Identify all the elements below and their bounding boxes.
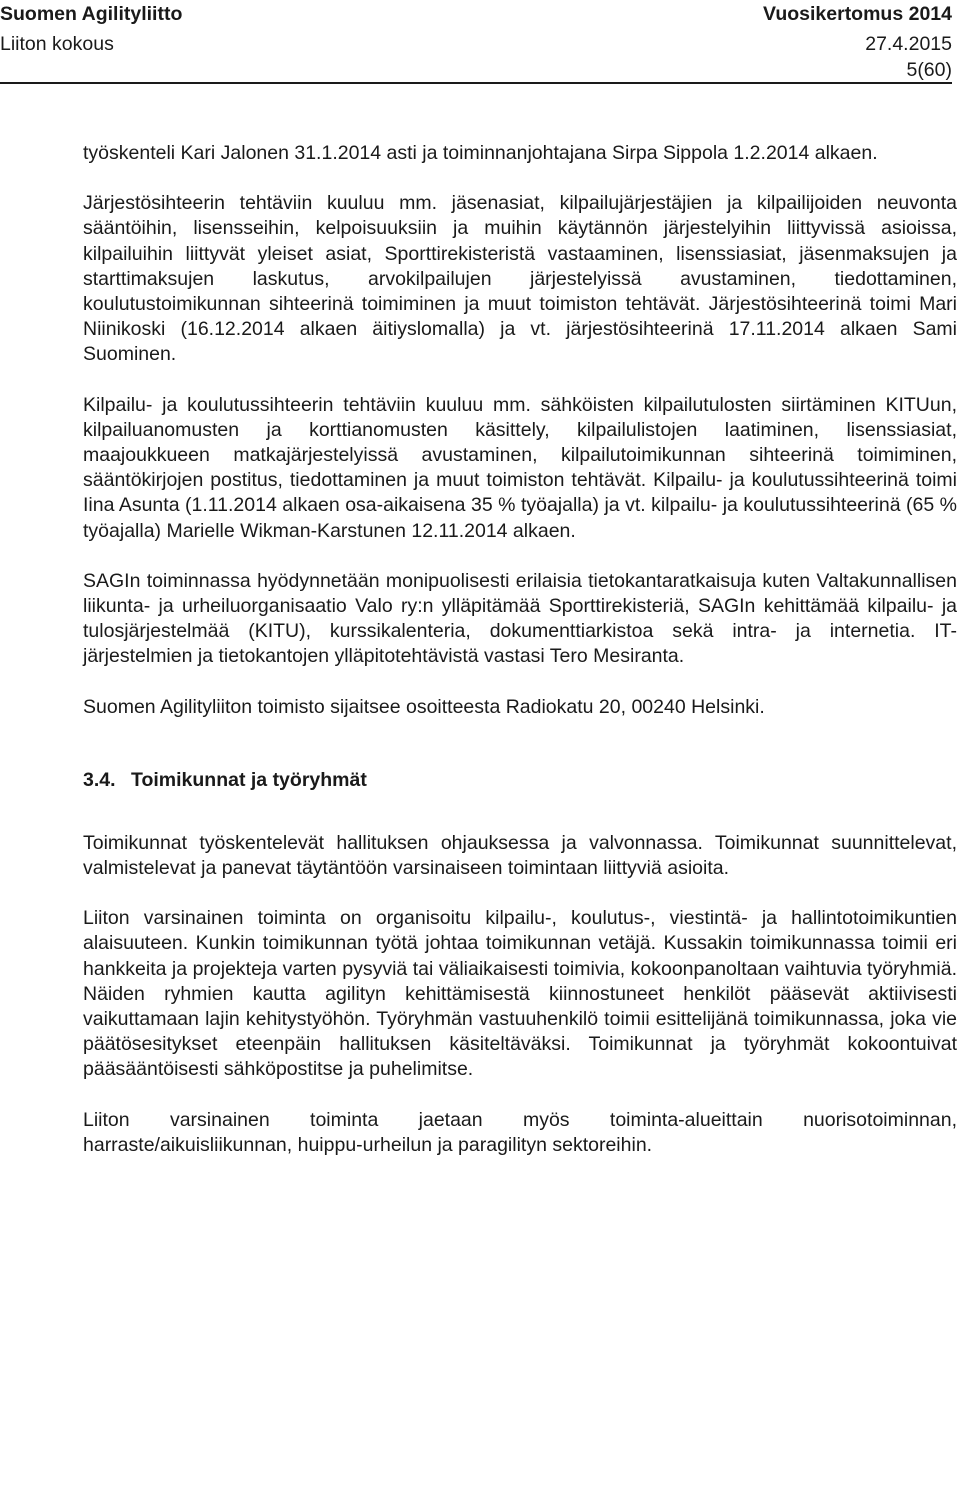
document-body <box>83 141 957 1158</box>
paragraph-2: Järjestösihteerin tehtäviin kuuluu mm. jäsenasiat, kilpailujärjestäjien ja kilpailijoiden neuvonta sääntöihin, lisensseihin, kelpoisuuksiin ja muihin käytännön järjestelyihin liittyvissä asioissa, kilpailuihin liittyvät yleiset asiat, Sporttirekisteristä vastaaminen, lisenssiasiat, jäsenmaksujen ja starttimaksujen laskutus, arvokilpailujen järjestelyissä avustaminen, tiedottaminen, koulutustoimikunnan sihteerinä toimiminen ja muut toimiston tehtävät. Järjestösihteerinä toimi Mari Niinikoski (16.12.2014 alkaen äitiyslomalla) ja vt. järjestösihteerinä 17.11.2014 alkaen Sami Suominen. <box>83 192 957 366</box>
paragraph-4: SAGIn toiminnassa hyödynnetään monipuolisesti erilaisia tietokantaratkaisuja kuten Valtakunnallisen liikunta- ja urheiluorganisaatio Valo ry:n ylläpitämää Sporttirekisteriä, SAGIn kehittämää kilpailu- ja tulosjärjestelmää (KITU), kurssikalenteria, dokumenttiarkistoa sekä intra- ja internetia. IT-järjestelmien ja tietokantojen ylläpitotehtävistä vastasi Tero Mesiranta. <box>83 569 957 668</box>
header-divider <box>0 82 952 84</box>
section-title: Toimikunnat ja työryhmät <box>131 768 367 791</box>
paragraph-5: Suomen Agilityliiton toimisto sijaitsee osoitteesta Radiokatu 20, 00240 Helsinki. <box>83 695 765 718</box>
document-title: Vuosikertomus 2014 <box>763 3 952 25</box>
paragraph-1: työskenteli Kari Jalonen 31.1.2014 asti ja toiminnanjohtajana Sirpa Sippola 1.2.2014 alkaen. <box>83 142 878 164</box>
meeting-name: Liiton kokous <box>0 33 114 55</box>
header-row-2 <box>0 30 960 58</box>
section-number: 3.4. <box>83 768 116 791</box>
header-row-1 <box>0 0 960 28</box>
paragraph-3: Kilpailu- ja koulutussihteerin tehtäviin kuuluu mm. sähköisten kilpailutulosten siirtäminen KITUun, kilpailuanomusten ja korttianomusten käsittely, kilpailulistojen laatiminen, lisenssiasiat, maajoukkueen matkajärjestelyissä avustaminen, kilpailutoimikunnan sihteerinä toimiminen, sääntökirjojen postitus, tiedottaminen ja muut toimiston tehtävät. Kilpailu- ja koulutussihteerinä toimi Iina Asunta (1.11.2014 alkaen osa-aikaisena 35 % työajalla) ja vt. kilpailu- ja koulutussihteerinä (65 % työajalla) Marielle Wikman-Karstunen 12.11.2014 alkaen. <box>83 393 957 542</box>
section-heading <box>83 768 957 793</box>
document-date: 27.4.2015 <box>865 33 952 55</box>
organization-name: Suomen Agilityliitto <box>0 3 183 25</box>
page-header <box>0 0 960 90</box>
paragraph-7: Liiton varsinainen toiminta on organisoitu kilpailu-, koulutus-, viestintä- ja hallintotoimikuntien alaisuuteen. Kunkin toimikunnan työtä johtaa toimikunnan vetäjä. Kussakin toimikunnassa toimii eri hankkeita ja projekteja varten pysyviä tai väliaikaisesti toimivia, kokoonpanoltaan vaihtuvia työryhmiä. Näiden ryhmien kautta agilityn kehittämisestä kiinnostuneet henkilöt pääsevät aktiivisesti vaikuttamaan lajin kehitystyöhön. Työryhmän vastuuhenkilö toimii esittelijänä toimikunnassa, joka vie päätösesitykset eteenpäin hallituksen käsiteltäväksi. Toimikunnat ja työryhmät kokoontuivat pääsääntöisesti sähköpostitse ja puhelimitse. <box>83 907 957 1081</box>
page-number: 5(60) <box>906 59 952 81</box>
paragraph-6: Toimikunnat työskentelevät hallituksen ohjauksessa ja valvonnassa. Toimikunnat suunnittelevat, valmistelevat ja panevat täytäntöön varsinaiseen toimintaan liittyviä asioita. <box>83 831 957 880</box>
paragraph-8: Liiton varsinainen toiminta jaetaan myös toiminta-alueittain nuorisotoiminnan, harraste/aikuisliikunnan, huippu-urheilun ja paragilityn sektoreihin. <box>83 1108 957 1156</box>
